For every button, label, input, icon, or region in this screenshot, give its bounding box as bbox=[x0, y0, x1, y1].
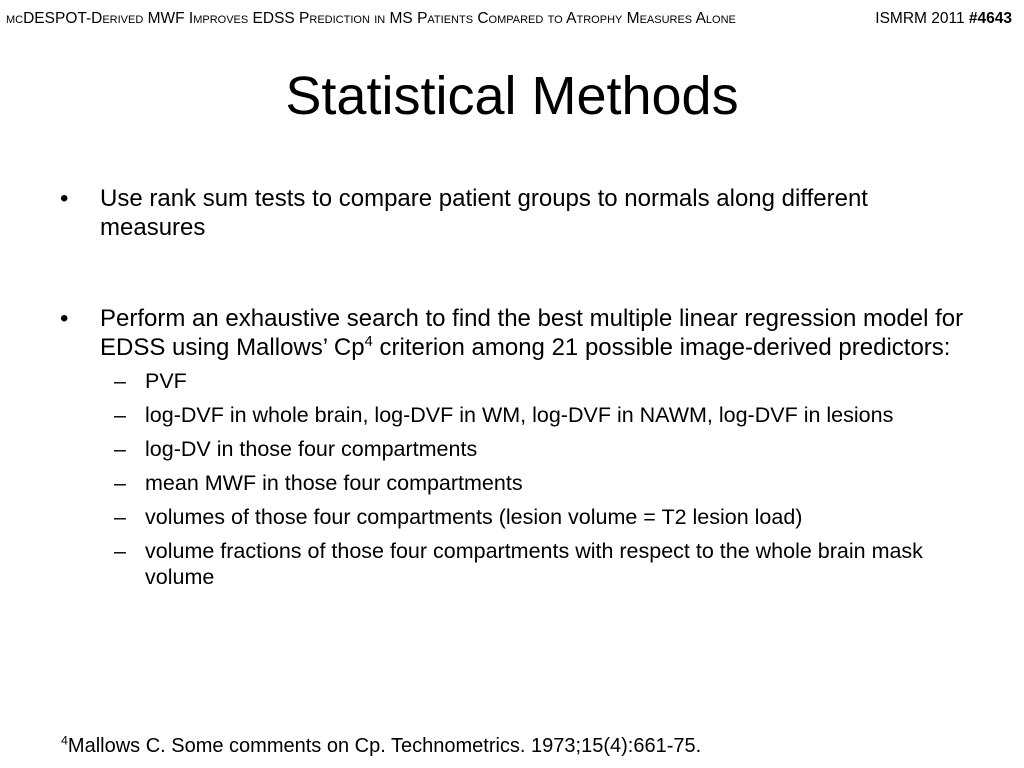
bullet-text-continued: criterion among 21 possible image-derived predictors: bbox=[372, 334, 951, 361]
bullet-dot: • bbox=[60, 305, 69, 332]
predictor-item bbox=[100, 402, 978, 428]
bullet-text: Perform an exhaustive search to find the best multiple linear regression model for EDSS using Mallows’ Cp bbox=[100, 305, 964, 361]
citation-superscript: 4 bbox=[364, 334, 373, 350]
bullet-rank-sum bbox=[58, 184, 978, 242]
predictor-item bbox=[100, 538, 978, 590]
predictor-text: PVF bbox=[145, 369, 187, 393]
abstract-number: #4643 bbox=[968, 10, 1012, 27]
predictor-item bbox=[100, 368, 978, 394]
dash-marker: – bbox=[114, 403, 126, 427]
predictor-list bbox=[100, 368, 978, 590]
bullet-dot: • bbox=[60, 185, 69, 212]
dash-marker: – bbox=[114, 369, 126, 393]
slide-content bbox=[58, 184, 978, 598]
dash-marker: – bbox=[114, 505, 126, 529]
footnote-marker: 4 bbox=[61, 733, 68, 748]
bullet-text: Use rank sum tests to compare patient groups to normals along different measures bbox=[100, 185, 868, 241]
footnote-text: Mallows C. Some comments on Cp. Technometrics. 1973;15(4):661-75. bbox=[67, 735, 702, 757]
footnote bbox=[61, 732, 701, 760]
dash-marker: – bbox=[114, 539, 126, 563]
dash-marker: – bbox=[114, 437, 126, 461]
predictor-text: volumes of those four compartments (lesion volume = T2 lesion load) bbox=[145, 505, 803, 529]
bullet-regression bbox=[58, 304, 978, 590]
predictor-item bbox=[100, 504, 978, 530]
header-conference bbox=[875, 6, 1012, 32]
header-title: mcDESPOT-Derived MWF Improves EDSS Prediction in MS Patients Compared to Atrophy Measures Alone bbox=[6, 10, 736, 27]
conference-name: ISMRM 2011 bbox=[875, 10, 965, 27]
predictor-text: volume fractions of those four compartments with respect to the whole brain mask volume bbox=[145, 539, 923, 589]
predictor-text: mean MWF in those four compartments bbox=[145, 471, 523, 495]
dash-marker: – bbox=[114, 471, 126, 495]
predictor-item bbox=[100, 470, 978, 496]
predictor-item bbox=[100, 436, 978, 462]
predictor-text: log-DV in those four compartments bbox=[145, 437, 478, 461]
slide-title: Statistical Methods bbox=[285, 66, 739, 126]
slide-header bbox=[0, 6, 1024, 32]
predictor-text: log-DVF in whole brain, log-DVF in WM, log-DVF in NAWM, log-DVF in lesions bbox=[145, 403, 894, 427]
